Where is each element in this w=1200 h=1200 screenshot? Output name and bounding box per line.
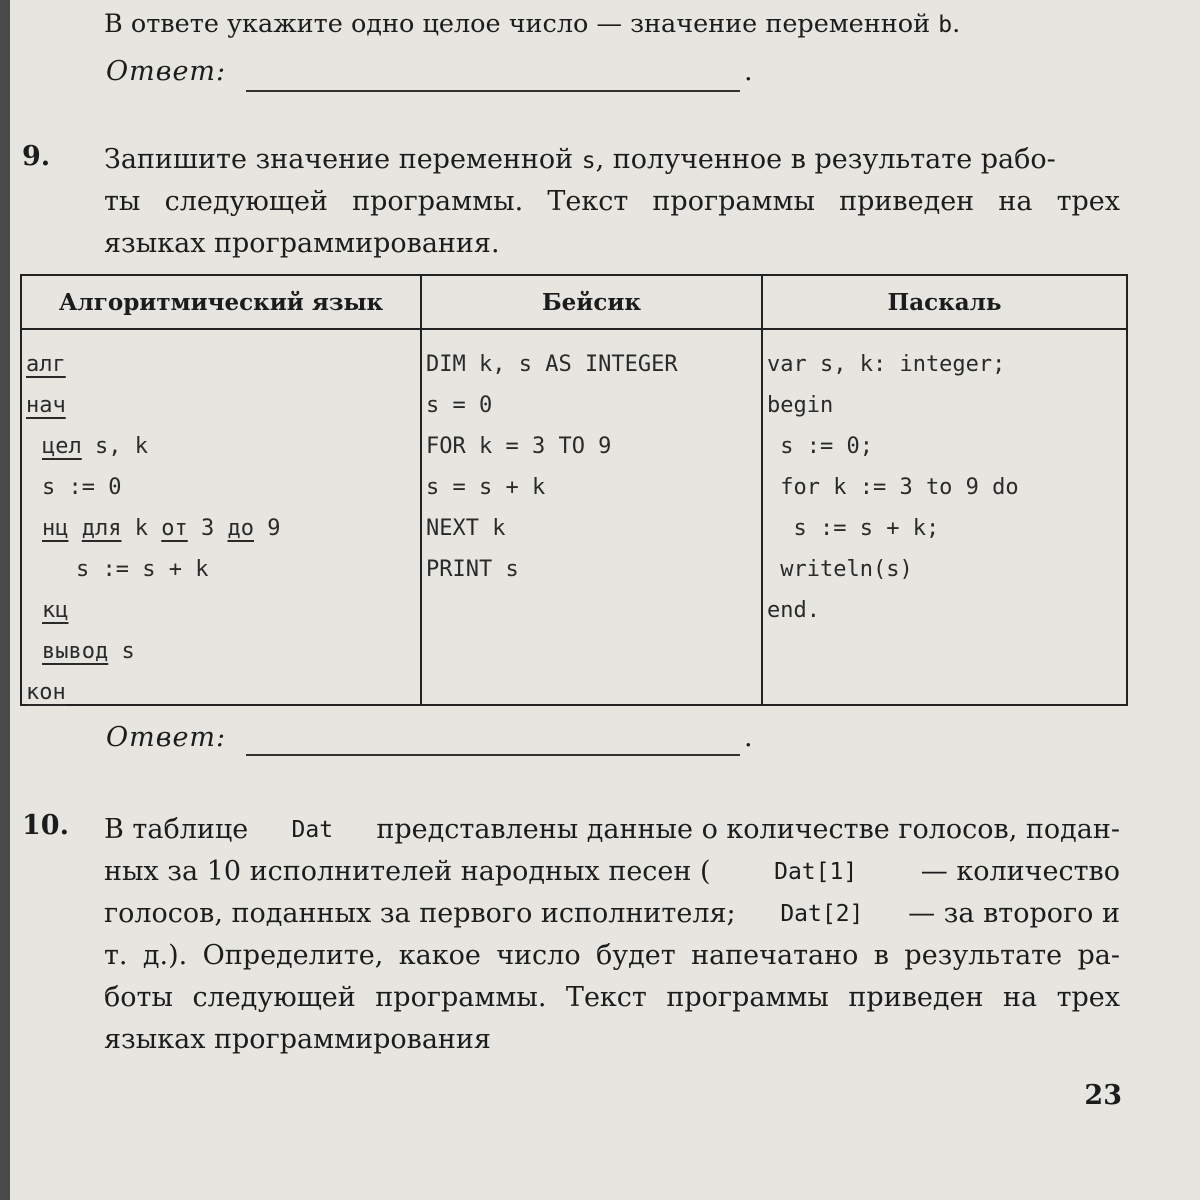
- pascal-line-5: s := s + k;: [767, 516, 940, 541]
- answer-field-1[interactable]: [246, 90, 740, 92]
- task-10-line-1: [104, 810, 1120, 850]
- alg-loop-var: k: [121, 516, 162, 541]
- basic-line-1: DIM k, s AS INTEGER: [426, 352, 678, 377]
- pascal-code-cell: [762, 329, 1127, 705]
- task-9-number: 9.: [22, 141, 51, 172]
- basic-line-4: s = s + k: [426, 475, 546, 500]
- keyword-ot: от: [161, 516, 188, 541]
- array-dat-1: Dat[1]: [774, 859, 858, 885]
- basic-line-3: FOR k = 3 TO 9: [426, 434, 612, 459]
- answer-label-2: Ответ:: [106, 722, 227, 753]
- answer-dot-2: .: [744, 722, 753, 753]
- alg-line-7: [42, 590, 69, 631]
- pascal-line-1: var s, k: integer;: [767, 352, 1006, 377]
- keyword-kc: кц: [42, 598, 69, 623]
- alg-line-9: [26, 672, 66, 713]
- task-10-text-1a: В таблице: [104, 814, 249, 845]
- alg-output-var: s: [108, 639, 135, 664]
- pascal-line-7: end.: [767, 598, 820, 623]
- pascal-line-3: s := 0;: [767, 434, 873, 459]
- task-10-line-4: т. д.). Определите, какое число будет напечатано в результате ра-: [104, 940, 1120, 971]
- pascal-line-2: begin: [767, 393, 834, 418]
- header-algorithmic: Алгоритмический язык: [21, 275, 421, 329]
- alg-line-5: [42, 508, 281, 549]
- task-10-line-5: боты следующей программы. Текст программы приведен на трех: [104, 982, 1120, 1013]
- algorithmic-code-cell: [21, 329, 421, 705]
- variable-b: b: [938, 12, 953, 38]
- variable-s: s: [581, 148, 596, 174]
- task-10-line-6: языках программирования: [104, 1024, 491, 1055]
- alg-line-2: [26, 385, 66, 426]
- alg-line-1: [26, 344, 66, 385]
- basic-code-cell: [421, 329, 762, 705]
- task-9-text: Запишите значение переменной: [104, 144, 574, 175]
- answer-field-2[interactable]: [246, 754, 740, 756]
- task-10-text-3c: — за второго и: [908, 898, 1120, 929]
- keyword-dlya: для: [81, 516, 122, 541]
- instruction-text: В ответе укажите одно целое число — значение переменной: [104, 9, 931, 39]
- pascal-line-4: for k := 3 to 9 do: [767, 475, 1019, 500]
- basic-line-6: PRINT s: [426, 557, 519, 582]
- keyword-do: до: [227, 516, 254, 541]
- alg-line-8: [42, 631, 135, 672]
- task-9-line-2: ты следующей программы. Текст программы приведен на трех: [104, 186, 1120, 217]
- basic-line-5: NEXT k: [426, 516, 506, 541]
- page-number: 23: [1084, 1080, 1122, 1111]
- task-9-line-3: языках программирования.: [104, 228, 500, 259]
- task-9-text-cont: , полученное в результате рабо-: [595, 144, 1056, 175]
- alg-line-3: [42, 426, 148, 467]
- array-dat: Dat: [291, 817, 334, 843]
- alg-loop-to: 9: [254, 516, 281, 541]
- keyword-alg: алг: [26, 352, 66, 377]
- task-10-text-2c: — количество: [920, 856, 1120, 887]
- keyword-cel: цел: [42, 434, 82, 459]
- task-9-line-1: [104, 140, 1120, 181]
- task-10-number: 10.: [22, 810, 69, 841]
- answer-dot-1: .: [744, 56, 753, 87]
- basic-line-2: s = 0: [426, 393, 493, 418]
- array-dat-2: Dat[2]: [780, 901, 864, 927]
- alg-line-6: s := s + k: [76, 557, 209, 582]
- task-10-line-2: [104, 852, 1120, 892]
- page-edge: [0, 0, 10, 1200]
- keyword-vyvod: вывод: [42, 639, 109, 664]
- task-10-text-3a: голосов, поданных за первого исполнителя;: [104, 898, 736, 929]
- task-10-text-2a: ных за 10 исполнителей народных песен (: [104, 856, 711, 887]
- keyword-kon: кон: [26, 680, 66, 705]
- task-10-text-1c: представлены данные о количестве голосов, подан-: [376, 814, 1120, 845]
- keyword-nc: нц: [42, 516, 69, 541]
- header-pascal: Паскаль: [762, 275, 1127, 329]
- answer-label-1: Ответ:: [106, 56, 227, 87]
- code-table: [20, 274, 1128, 706]
- alg-loop-from: 3: [187, 516, 228, 541]
- top-instruction: [104, 4, 960, 45]
- keyword-nach: нач: [26, 393, 66, 418]
- task-10-line-3: [104, 894, 1120, 934]
- header-basic: Бейсик: [421, 275, 762, 329]
- alg-line-4: s := 0: [42, 475, 122, 500]
- pascal-line-6: writeln(s): [767, 557, 913, 582]
- alg-vars: s, k: [81, 434, 148, 459]
- instruction-end: .: [952, 9, 961, 39]
